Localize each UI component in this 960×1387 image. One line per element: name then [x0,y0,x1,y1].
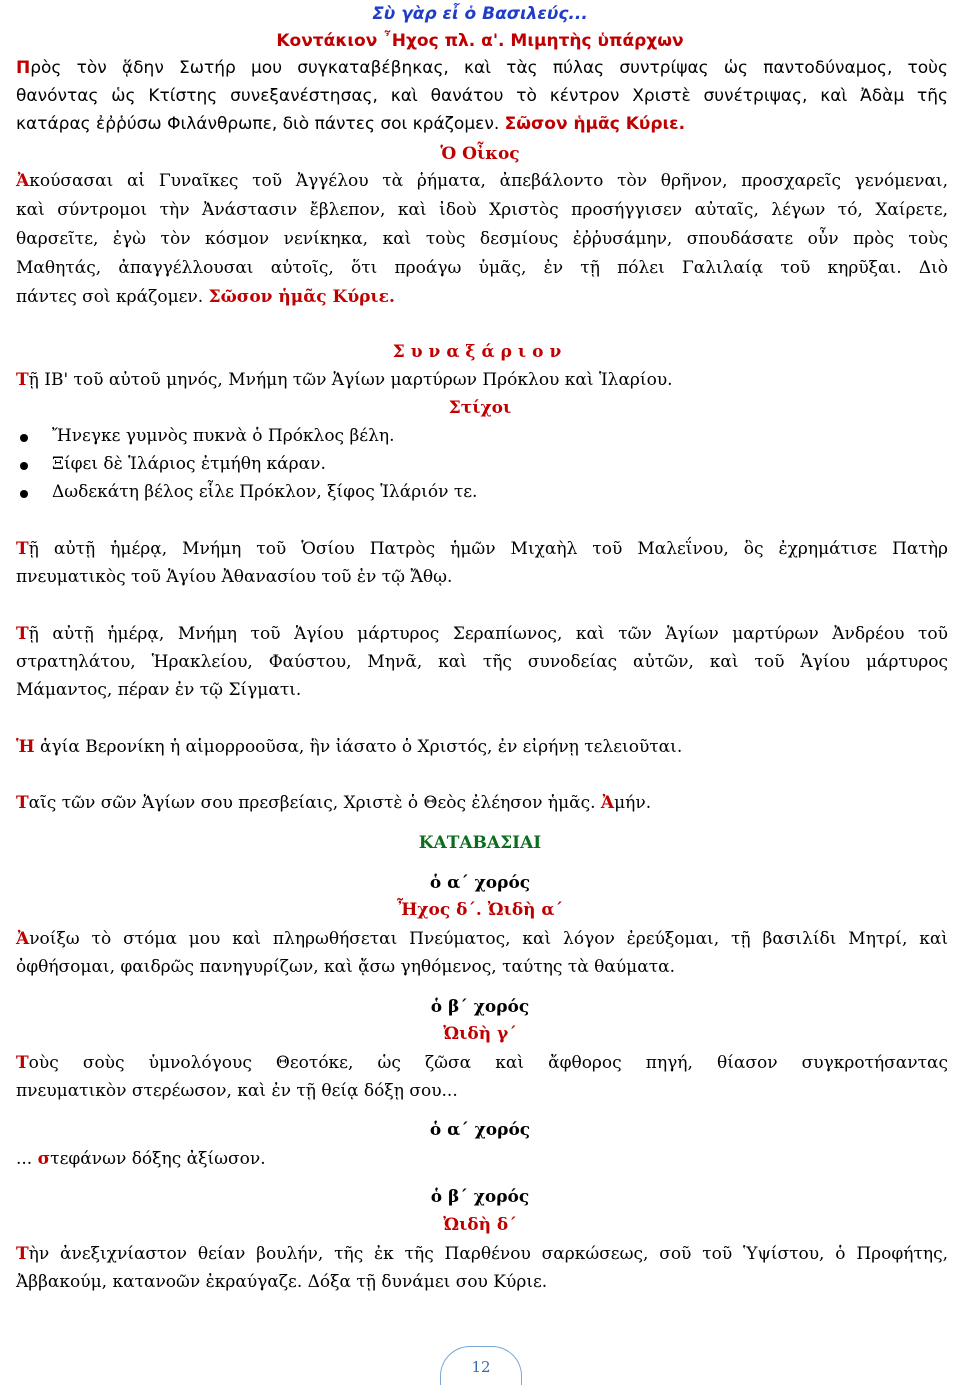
oikos-line-4: Μαθητάς, ἀπαγγέλλουσαι αὐτοῖς, ὅτι προάγω ὑμᾶς, ἐν τῇ πόλει Γαλιλαίᾳ τοῦ κηρῦξαι. Διὸ [16,258,948,278]
choir-b-label: ὁ β΄ χορός [430,997,530,1017]
ode-3-continuation: ... στεφάνων δόξης ἀξίωσον. [16,1149,266,1169]
choir-a-label: ὁ α΄ χορός [429,1120,531,1140]
kontakion-line-1: Πρὸς τὸν ᾅδην Σωτήρ μου συγκαταβέβηκας, καὶ τὰς πύλας συντρίψας ὡς παντοδύναμος, τοὺς [16,58,948,78]
page-number: 12 [440,1346,522,1385]
bullet-icon [20,490,28,498]
ode-4-line-2: Ἀββακούμ, κατανοῶν ἐκραύγαζε. Δόξα τῇ δυνάμει σου Κύριε. [16,1272,548,1292]
synaxarion-entry-2-line-1: Τῇ αὐτῇ ἡμέρᾳ, Μνήμη τοῦ Ὁσίου Πατρὸς ἡμῶν Μιχαὴλ τοῦ Μαλεΐνου, ὃς ἐχρημάτισε Πατὴρ [16,539,948,559]
ode-3-title: Ὠιδὴ γ΄ [443,1024,517,1044]
bullet-icon [20,434,28,442]
ode-1-title: Ἦχος δ΄. Ὠιδὴ α΄ [396,900,564,920]
synaxarion-entry-3-line-2: στρατηλάτου, Ἡρακλείου, Φαύστου, Μηνᾶ, καὶ τῆς συνοδείας αὐτῶν, καὶ τοῦ Ἁγίου μάρτυρος [16,652,948,672]
kontakion-line-3: κατάρας ἐῤῥύσω Φιλάνθρωπε, διὸ πάντες σοι κράζομεν. Σῶσον ἡμᾶς Κύριε. [16,114,686,134]
oikos-line-2: καὶ σύντρομοι τὴν Ἀνάστασιν ἔβλεπον, καὶ ἰδοὺ Χριστὸς προσήγγισεν αὐταῖς, λέγων τό, Χαίρετε, [16,200,948,220]
synaxarion-entry-4: Ἡ ἁγία Βερονίκη ἡ αἱμορροοῦσα, ἣν ἰάσατο ὁ Χριστός, ἐν εἰρήνῃ τελειοῦται. [16,737,683,757]
kontakion-refrain: Σῶσον ἡμᾶς Κύριε. [504,114,686,134]
choir-b-label: ὁ β΄ χορός [430,1187,530,1207]
synaxarion-entry-1: Τῇ ΙΒ' τοῦ αὐτοῦ μηνός, Μνήμη τῶν Ἁγίων μαρτύρων Πρόκλου καὶ Ἱλαρίου. [16,370,673,390]
oikos-refrain: Σῶσον ἡμᾶς Κύριε. [208,287,395,307]
stichos-1: Ἤνεγκε γυμνὸς πυκνὰ ὁ Πρόκλος βέλη. [52,426,395,446]
stichos-2: Ξίφει δὲ Ἱλάριος ἐτμήθη κάραν. [52,454,326,474]
ode-4-title: Ὠιδὴ δ΄ [443,1215,517,1235]
bullet-icon [20,462,28,470]
kontakion-title: Κοντάκιον ῏Ηχος πλ. α'. Μιμητὴς ὑπάρχων [276,31,684,51]
ode-1-line-2: ὀφθήσομαι, φαιδρῶς πανηγυρίζων, καὶ ᾄσω γηθόμενος, ταύτης τὰ θαύματα. [16,957,675,977]
stichoi-title: Στίχοι [448,398,512,418]
katavasiai-title: ΚΑΤΑΒΑΣΙΑΙ [418,833,542,853]
synaxarion-entry-2-line-2: πνευματικὸς τοῦ Ἁγίου Ἀθανασίου τοῦ ἐν τῷ Ἄθῳ. [16,567,453,587]
synaxarion-closing: Ταῖς τῶν σῶν Ἁγίων σου πρεσβείαις, Χριστὲ ὁ Θεὸς ἐλέησον ἡμᾶς. Ἀμήν. [16,793,652,813]
hymn-reference: Σὺ γὰρ εἶ ὁ Βασιλεύς... [372,4,588,24]
oikos-line-5: πάντες σοὶ κράζομεν. Σῶσον ἡμᾶς Κύριε. [16,287,395,307]
synaxarion-title: Συναξάριον [392,342,568,362]
synaxarion-entry-3-line-1: Τῇ αὐτῇ ἡμέρᾳ, Μνήμη τοῦ Ἁγίου μάρτυρος Σεραπίωνος, καὶ τῶν Ἁγίων μαρτύρων Ἀνδρέου τοῦ [16,624,948,644]
oikos-line-3: θαρσεῖτε, ἐγὼ τὸν κόσμον νενίκηκα, καὶ τοὺς δεσμίους ἐῤῥυσάμην, σπουδάσατε οὖν πρὸς τοὺς [16,229,948,249]
kontakion-line-2: θανόντας ὡς Κτίστης συνεξανέστησας, καὶ θανάτου τὸ κέντρον Χριστὲ συνέτριψας, καὶ Ἀδὰμ τῆς [16,86,948,106]
ode-4-line-1: Τὴν ἀνεξιχνίαστον θείαν βουλήν, τῆς ἐκ τῆς Παρθένου σαρκώσεως, σοῦ τοῦ Ὑψίστου, ὁ Προφήτης, [16,1244,948,1264]
stichos-3: Δωδεκάτη βέλος εἷλε Πρόκλον, ξίφος Ἱλάριόν τε. [52,482,478,502]
ode-1-line-1: Ἀνοίξω τὸ στόμα μου καὶ πληρωθήσεται Πνεύματος, καὶ λόγον ἐρεύξομαι, τῇ βασιλίδι Μητρί, καὶ [16,929,948,949]
choir-a-label: ὁ α΄ χορός [429,873,531,893]
oikos-line-1: Ἀκούσασαι αἱ Γυναῖκες τοῦ Ἀγγέλου τὰ ῥήματα, ἀπεβάλοντο τὸν θρῆνον, προσχαρεῖς γενόμεναι, [16,171,948,191]
synaxarion-entry-3-line-3: Μάμαντος, πέραν ἐν τῷ Σίγματι. [16,680,302,700]
ode-3-line-2: πνευματικὸν στερέωσον, καὶ ἐν τῇ θείᾳ δόξῃ σου... [16,1081,458,1101]
oikos-title: Ὁ Οἶκος [440,144,520,164]
ode-3-line-1: Τοὺς σοὺς ὑμνολόγους Θεοτόκε, ὡς ζῶσα καὶ ἄφθορος πηγή, θίασον συγκροτήσαντας [16,1053,948,1073]
